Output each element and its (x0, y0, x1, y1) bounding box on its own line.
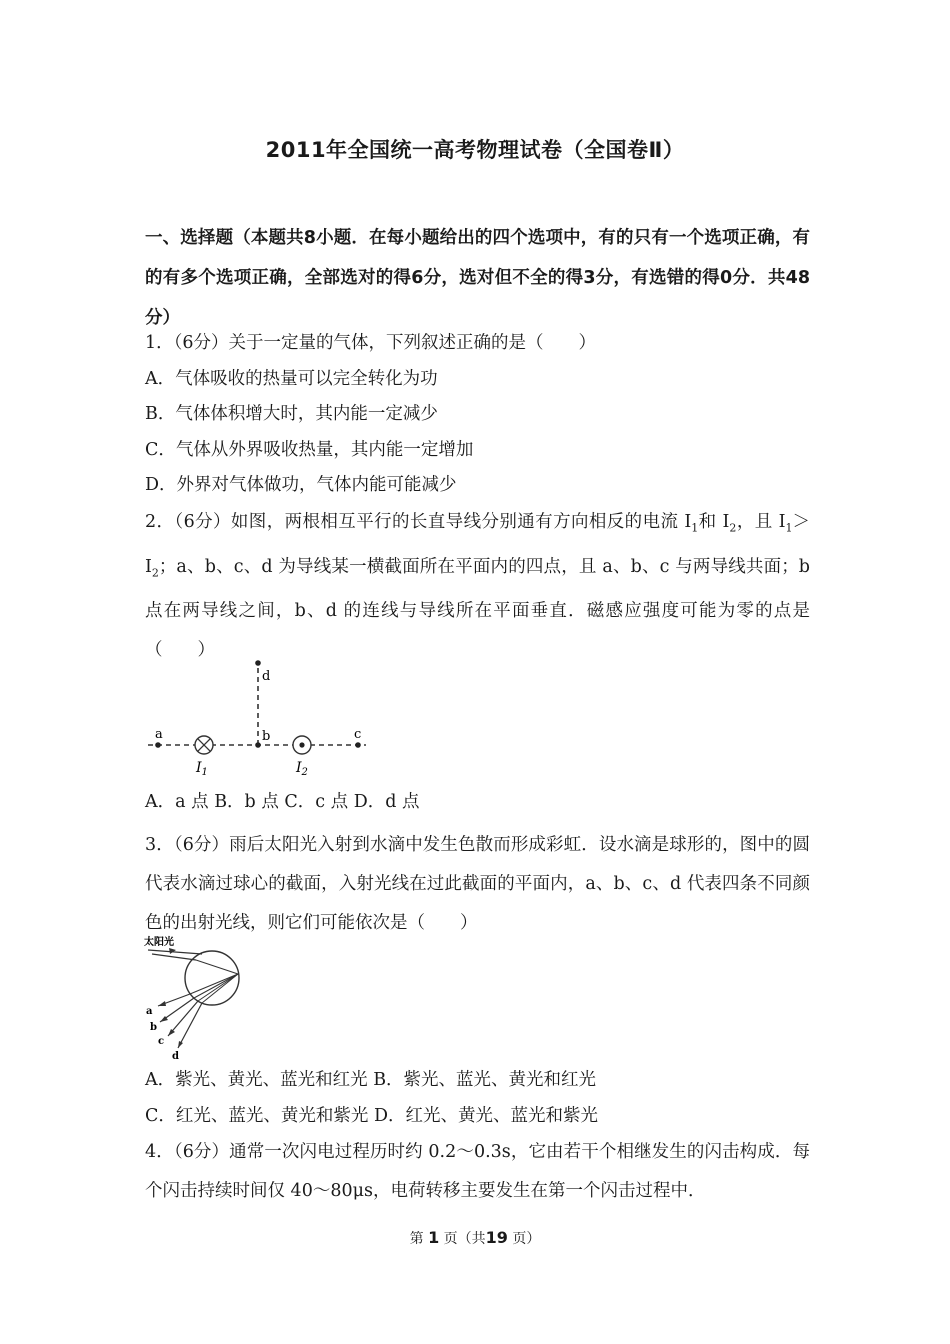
question-1-option-d: D．外界对气体做功，气体内能可能减少 (145, 475, 457, 495)
page-title: 2011年全国统一高考物理试卷（全国卷Ⅱ） (265, 138, 685, 162)
question-3-raindrop-figure (140, 932, 250, 1062)
point-c-label: c (354, 727, 362, 742)
internal-ray (190, 974, 238, 994)
ray-a-label: a (146, 1006, 153, 1017)
question-3-options-line-2: C．红光、蓝光、黄光和紫光 D．红光、黄光、蓝光和紫光 (145, 1106, 598, 1126)
ray-d-label: d (172, 1051, 179, 1062)
question-1-option-c: C．气体从外界吸收热量，其内能一定增加 (145, 440, 474, 460)
question-2-wire-figure (140, 654, 380, 784)
exit-ray-c-arrow-icon (168, 1029, 175, 1036)
ray-c-label: c (158, 1036, 165, 1047)
point-b-label: b (262, 729, 271, 744)
wire-2-dot (299, 742, 304, 747)
sunlight-label: 太阳光 (144, 937, 174, 948)
question-1-option-a: A．气体吸收的热量可以完全转化为功 (145, 369, 438, 389)
point-d-label: d (262, 669, 271, 684)
point-a-label: a (155, 727, 163, 742)
current-1-label: $I_1$ (196, 760, 208, 778)
point-b-dot (255, 742, 261, 748)
point-d-dot (255, 660, 261, 666)
page-total: 19 (485, 1228, 508, 1247)
ray-b-label: b (150, 1022, 157, 1033)
internal-ray (196, 960, 238, 974)
internal-ray (194, 974, 238, 998)
point-c-dot (355, 742, 361, 748)
incident-ray (152, 954, 196, 960)
question-2-stem: 2．（6分）如图，两根相互平行的长直导线分别通有方向相反的电流 $I_1$和 $I_2$，且 $I_1>I_2$；a、b、c、d 为导线某一横截面所在平面内的四点，且 a、b、c 与两导线共面；b 点在两导线之间，b、d 的连线与导线所在平面垂直．磁感应强度可能为零的点是（ ） (145, 512, 810, 660)
question-3-stem: 3．（6分）雨后太阳光入射到水滴中发生色散而形成彩虹．设水滴是球形的，图中的圆代表水滴过球心的截面，入射光线在过此截面的平面内，a、b、c、d 代表四条不同颜色的出射光线，则它们可能依次是（ ） (145, 835, 810, 933)
question-3-options-line-1: A．紫光、黄光、蓝光和红光 B．紫光、蓝光、黄光和红光 (145, 1070, 597, 1090)
current-2-label: $I_2$ (296, 760, 308, 778)
incident-arrow-icon (169, 948, 176, 954)
page-number: 1 (428, 1228, 440, 1247)
question-2-options: A．a 点 B．b 点 C．c 点 D．d 点 (145, 792, 420, 812)
page-footer: 第 1 页（共19 页） (409, 1228, 541, 1247)
internal-ray (202, 974, 238, 1003)
exit-ray-a-arrow-icon (158, 1001, 166, 1006)
question-1-stem: 1．（6分）关于一定量的气体，下列叙述正确的是（ ） (145, 333, 597, 353)
exit-ray-d-arrow-icon (178, 1041, 183, 1048)
point-a-dot (155, 742, 161, 748)
section-header: 一、选择题（本题共8小题．在每小题给出的四个选项中，有的只有一个选项正确，有的有多个选项正确，全部选对的得6分，选对但不全的得3分，有选错的得0分．共48分） (145, 228, 810, 328)
question-4-stem: 4．（6分）通常一次闪电过程历时约 0.2～0.3s，它由若干个相继发生的闪击构成．每个闪击持续时间仅 40～80μs，电荷转移主要发生在第一个闪击过程中． (145, 1142, 810, 1201)
question-1-option-b: B．气体体积增大时，其内能一定减少 (145, 404, 438, 424)
